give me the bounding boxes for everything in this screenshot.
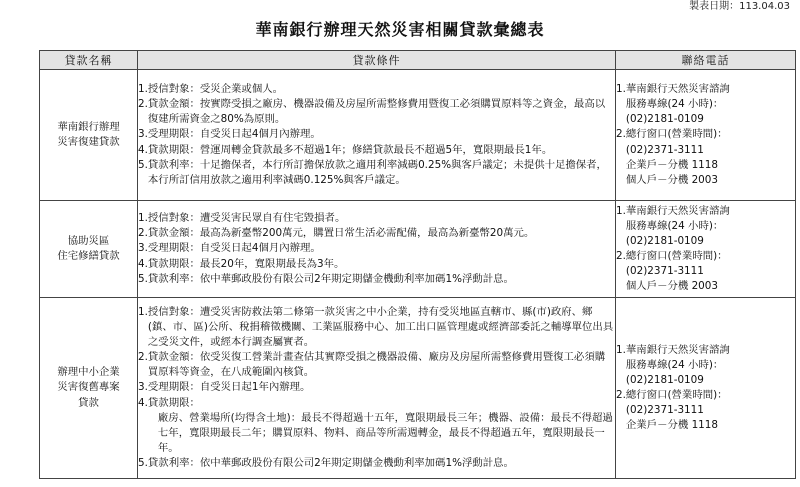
contact-line: 服務專線(24 小時)： [625,98,724,111]
contact-line: 華南銀行天然災害諮詢 [625,83,730,96]
condition-item [138,272,615,287]
condition-number: 5. [138,272,148,285]
loan-name-cell [40,298,138,479]
condition-item [138,82,615,97]
condition-number: 2. [138,98,148,111]
contact-cell [616,298,796,479]
contact-number: 1. [616,343,626,356]
condition-item [138,158,615,188]
condition-number: 3. [138,242,148,255]
condition-number: 3. [138,381,148,394]
contact-cell [616,201,796,298]
table-row [40,201,796,298]
condition-text: 受理期限：自受災日起4個月內辦理。 [147,128,321,141]
condition-text: 受理期限：自受災日起4個月內辦理。 [147,242,321,255]
condition-number: 4. [138,143,148,156]
header-contact-phone: 聯絡電話 [616,51,796,70]
loan-summary-table [39,50,796,479]
condition-text: 貸款利率：依中華郵政股份有限公司2年期定期儲金機動利率加碼1%浮動計息。 [147,456,514,469]
condition-text: 貸款利率：依中華郵政股份有限公司2年期定期儲金機動利率加碼1%浮動計息。 [147,272,514,285]
condition-item [138,257,615,272]
condition-number: 3. [138,128,148,141]
contact-line: 服務專線(24 小時)： [625,219,724,232]
condition-text: 授信對象：遭受災害防救法第二條第一款災害之中小企業，持有受災地區直轄市、縣(市)政府、鄉(鎮、市、區)公所、稅捐稽徵機關、工業區服務中心、加工出口區管理處或經濟部委託之輔導單位出具之受災文件，或經本行調查屬實者。 [147,305,614,349]
condition-text: 貸款金額：依受災復工營業計畫查估其實際受損之機器設備、廠房及房屋所需整修費用暨復工必須購買原料等資金，在八成範圍內核貸。 [147,351,606,379]
contact-number: 2. [616,128,626,141]
condition-item [138,350,615,380]
contact-number: 1. [616,83,626,96]
table-row [40,298,796,479]
office-phone: (02)2371-3111 [625,143,704,156]
condition-number: 1. [138,212,148,225]
condition-item [138,143,615,158]
table-date: 製表日期：113.04.03 [689,1,790,12]
condition-number: 5. [138,456,148,469]
contact-line: 總行窗口(營業時間)： [625,250,728,262]
loan-name-line: 災害復建貸款 [57,136,120,148]
condition-item [138,380,615,395]
condition-number: 2. [138,351,148,364]
extension-line: 個人戶－分機 2003 [625,280,719,293]
condition-item [138,211,615,226]
extension-line: 企業戶－分機 1118 [625,419,719,432]
condition-item [138,456,615,471]
condition-item [138,241,615,256]
condition-number: 2. [138,227,148,240]
condition-number: 4. [138,396,148,409]
contact-cell [616,70,796,201]
condition-text: 貸款期限： [147,396,200,409]
extension-line: 個人戶－分機 2003 [625,173,719,186]
document-title: 華南銀行辦理天然災害相關貸款彙總表 [255,20,545,39]
condition-subtext: 廠房、營業場所(均得含土地)：最長不得超過十五年，寬限期最長三年；機器、設備：最長不得超過七年，寬限期最長二年；購買原料、物料、商品等所需週轉金，最長不得超過五年，寬限期最長一年。 [157,411,613,454]
hotline-phone: (02)2181-0109 [625,234,704,247]
condition-text: 貸款金額：最高為新臺幣200萬元，購置日常生活必需配備，最高為新臺幣20萬元。 [147,227,535,240]
condition-number: 1. [138,305,148,318]
contact-item [616,343,795,388]
loan-name-line: 華南銀行辦理 [57,120,120,133]
header-loan-conditions: 貸款條件 [138,51,616,70]
loan-name-line: 辦理中小企業 [57,366,120,379]
office-phone: (02)2371-3111 [625,265,704,278]
office-phone: (02)2371-3111 [625,404,704,417]
contact-line: 總行窗口(營業時間)： [625,128,728,141]
condition-number: 1. [138,83,148,96]
loan-name-line: 災害復舊專案 [57,381,120,394]
condition-item [138,97,615,127]
loan-name-line: 協助災區 [67,234,110,247]
contact-line: 總行窗口(營業時間)： [625,389,728,401]
condition-text: 授信對象：受災企業或個人。 [147,83,283,96]
contact-line: 華南銀行天然災害諮詢 [625,343,730,356]
condition-text: 貸款金額：按實際受損之廠房、機器設備及房屋所需整修費用暨復工必須購買原料等之資金，最高以復建所需資金之80%為原則。 [147,98,606,126]
loan-name-cell [40,201,138,298]
contact-item [616,249,795,294]
contact-item [616,388,795,433]
table-header-row [40,51,796,70]
loan-name-cell [40,70,138,201]
hotline-phone: (02)2181-0109 [625,113,704,126]
condition-number: 5. [138,158,148,171]
condition-text: 授信對象：遭受災害民眾自有住宅毀損者。 [147,212,346,225]
contact-number: 1. [616,204,626,217]
contact-line: 華南銀行天然災害諮詢 [625,204,730,217]
loan-conditions-cell [138,201,616,298]
loan-conditions-cell [138,70,616,201]
loan-name-line: 住宅修繕貸款 [57,250,120,262]
contact-item [616,204,795,249]
contact-line: 服務專線(24 小時)： [625,358,724,371]
hotline-phone: (02)2181-0109 [625,373,704,386]
condition-text: 受理期限：自受災日起1年內辦理。 [147,381,311,394]
condition-item [138,305,615,350]
condition-item [138,127,615,142]
loan-conditions-cell [138,298,616,479]
header-loan-name: 貸款名稱 [40,51,138,70]
condition-number: 4. [138,257,148,270]
condition-item [138,226,615,241]
contact-number: 2. [616,389,626,401]
condition-text: 貸款利率：十足擔保者，本行所訂擔保放款之適用利率減碼0.25%與客戶議定；未提供十足擔保者，本行所訂信用放款之適用利率減碼0.125%與客戶議定。 [147,158,607,186]
table-row [40,70,796,201]
condition-text: 貸款期限：營運周轉金貸款最多不超過1年；修繕貸款最長不超過5年，寬限期最長1年。 [147,143,553,156]
condition-text: 貸款期限：最長20年，寬限期最長為3年。 [147,257,345,270]
extension-line: 企業戶－分機 1118 [625,158,719,171]
contact-item [616,82,795,127]
contact-number: 2. [616,250,626,262]
loan-name-line: 貸款 [78,396,99,409]
contact-item [616,127,795,187]
condition-item [138,396,615,456]
